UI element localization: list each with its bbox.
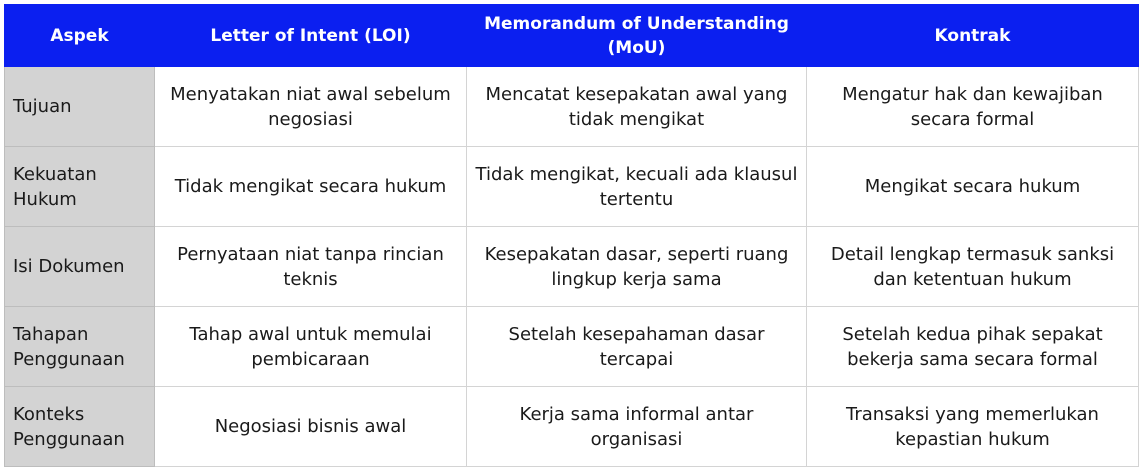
mou-cell: Kesepakatan dasar, seperti ruang lingkup kerja sama [467,227,807,307]
comparison-table [4,4,1139,467]
header-cell-kontrak: Kontrak [807,5,1139,67]
kontrak-cell: Mengikat secara hukum [807,147,1139,227]
mou-cell: Kerja sama informal antar organisasi [467,387,807,467]
mou-cell: Setelah kesepahaman dasar tercapai [467,307,807,387]
mou-cell: Tidak mengikat, kecuali ada klausul tertentu [467,147,807,227]
header-cell-mou: Memorandum of Understanding (MoU) [467,5,807,67]
table-row [5,67,1139,147]
header-cell-aspek: Aspek [5,5,155,67]
table-header [5,5,1139,67]
aspect-cell: Konteks Penggunaan [5,387,155,467]
table-row [5,227,1139,307]
header-cell-loi: Letter of Intent (LOI) [155,5,467,67]
kontrak-cell: Setelah kedua pihak sepakat bekerja sama secara formal [807,307,1139,387]
loi-cell: Tidak mengikat secara hukum [155,147,467,227]
loi-cell: Tahap awal untuk memulai pembicaraan [155,307,467,387]
table-body [5,67,1139,467]
kontrak-cell: Detail lengkap termasuk sanksi dan ketentuan hukum [807,227,1139,307]
table-row [5,387,1139,467]
aspect-cell: Kekuatan Hukum [5,147,155,227]
kontrak-cell: Mengatur hak dan kewajiban secara formal [807,67,1139,147]
table-row [5,307,1139,387]
aspect-cell: Tujuan [5,67,155,147]
table-row [5,147,1139,227]
loi-cell: Negosiasi bisnis awal [155,387,467,467]
kontrak-cell: Transaksi yang memerlukan kepastian hukum [807,387,1139,467]
loi-cell: Pernyataan niat tanpa rincian teknis [155,227,467,307]
aspect-cell: Isi Dokumen [5,227,155,307]
loi-cell: Menyatakan niat awal sebelum negosiasi [155,67,467,147]
header-row [5,5,1139,67]
mou-cell: Mencatat kesepakatan awal yang tidak mengikat [467,67,807,147]
aspect-cell: Tahapan Penggunaan [5,307,155,387]
